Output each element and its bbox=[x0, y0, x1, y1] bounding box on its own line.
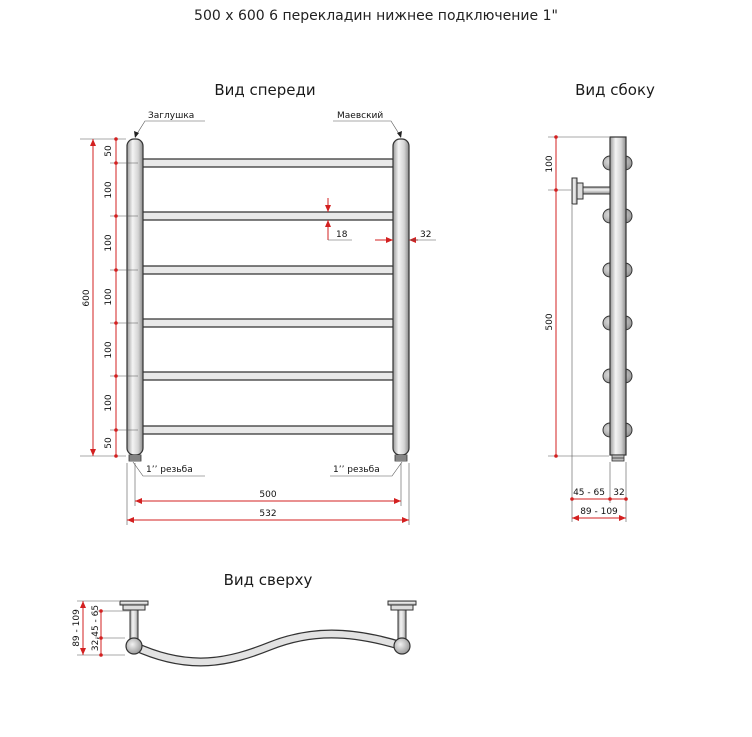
riser-diameter-label: 32 bbox=[420, 230, 432, 240]
side-depth-label: 89 - 109 bbox=[580, 507, 618, 517]
overall-width-label: 532 bbox=[259, 509, 277, 519]
top-depth-label: 89 - 109 bbox=[72, 609, 82, 647]
top-left-riser bbox=[126, 638, 142, 654]
thread-right-label: 1’’ резьба bbox=[333, 465, 380, 475]
side-mount-label: 45 - 65 bbox=[573, 488, 605, 498]
thread-left-label: 1’’ резьба bbox=[146, 465, 193, 475]
front-view bbox=[80, 111, 436, 525]
side-view-heading: Вид сбоку bbox=[575, 81, 655, 99]
bar-diameter-label: 18 bbox=[336, 230, 348, 240]
top-mount-label: 32,45 - 65 bbox=[91, 604, 101, 652]
top-right-bracket bbox=[388, 601, 416, 640]
top-view-heading: Вид сверху bbox=[223, 571, 313, 589]
segment-label-3: 100 bbox=[104, 234, 114, 252]
mayevsky-leader bbox=[333, 121, 401, 137]
towel-bar-3 bbox=[139, 266, 396, 274]
left-thread bbox=[129, 455, 141, 461]
top-right-riser bbox=[394, 638, 410, 654]
towel-bar-5 bbox=[139, 372, 396, 380]
towel-bars bbox=[139, 159, 396, 434]
drawing-title: 500 x 600 6 перекладин нижнее подключение 1" bbox=[194, 8, 558, 24]
towel-bar-2 bbox=[139, 212, 396, 220]
side-riser bbox=[610, 137, 626, 455]
left-riser bbox=[127, 139, 143, 455]
segment-label-1: 50 bbox=[104, 145, 114, 157]
side-thread bbox=[612, 455, 624, 461]
side-top-offset-label: 100 bbox=[545, 155, 555, 173]
segment-dimensions bbox=[104, 137, 118, 458]
towel-bar-6 bbox=[139, 426, 396, 434]
center-width-label: 500 bbox=[259, 490, 277, 500]
front-view-heading: Вид спереди bbox=[214, 81, 316, 99]
side-riser-label: 32 bbox=[613, 488, 625, 498]
plug-leader bbox=[135, 121, 205, 137]
towel-bar-1 bbox=[139, 159, 396, 167]
top-view bbox=[72, 601, 416, 662]
segment-label-4: 100 bbox=[104, 288, 114, 306]
top-left-bracket bbox=[120, 601, 148, 640]
top-bar bbox=[134, 634, 402, 662]
towel-bar-4 bbox=[139, 319, 396, 327]
mayevsky-label: Маевский bbox=[337, 111, 384, 121]
wall-bracket bbox=[572, 178, 610, 204]
segment-label-7: 50 bbox=[104, 437, 114, 449]
segment-label-2: 100 bbox=[104, 181, 114, 199]
segment-label-5: 100 bbox=[104, 341, 114, 359]
right-riser bbox=[393, 139, 409, 455]
side-height-label: 500 bbox=[545, 313, 555, 331]
segment-label-6: 100 bbox=[104, 394, 114, 412]
right-thread bbox=[395, 455, 407, 461]
plug-label: Заглушка bbox=[148, 111, 195, 121]
side-view bbox=[545, 135, 632, 522]
total-height-label: 600 bbox=[82, 289, 92, 307]
